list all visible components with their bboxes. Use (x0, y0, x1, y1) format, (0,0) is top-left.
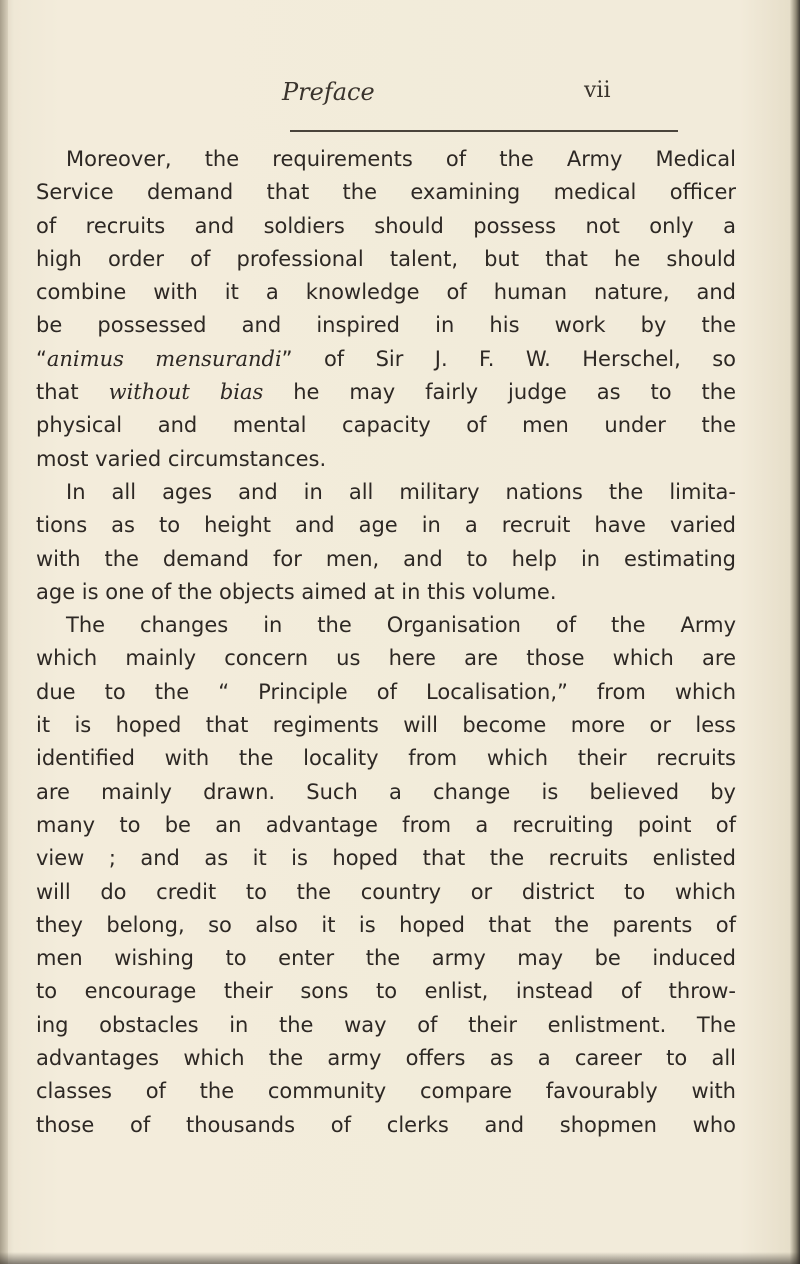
text-line: to encourage their sons to enlist, instead of throw- (36, 979, 736, 1004)
text-line: of recruits and soldiers should possess not only a (36, 213, 736, 238)
text-line: will do credit to the country or district to which (36, 879, 736, 904)
text-line: view ; and as it is hoped that the recruits enlisted (36, 846, 736, 871)
text-line: ing obstacles in the way of their enlistment. The (36, 1012, 736, 1037)
page-edge-shadow (790, 0, 800, 1264)
text-line (36, 376, 736, 409)
page-gutter-shadow (0, 0, 8, 1264)
text-line: high order of professional talent, but that he should (36, 246, 736, 271)
text-line: identified with the locality from which their recruits (36, 746, 736, 771)
text-line: are mainly drawn. Such a change is believed by (36, 779, 736, 804)
text-line: The changes in the Organisation of the Army (66, 613, 736, 638)
text-line: they belong, so also it is hoped that the parents of (36, 912, 736, 937)
text-line: age is one of the objects aimed at in this volume. (36, 579, 557, 604)
text-line: be possessed and inspired in his work by the (36, 313, 736, 338)
header-rule (290, 130, 678, 132)
text-line: due to the “ Principle of Localisation,” from which (36, 679, 736, 704)
text-line: Service demand that the examining medical officer (36, 180, 736, 205)
text-line: with the demand for men, and to help in estimating (36, 546, 736, 571)
text-line: it is hoped that regiments will become more or less (36, 713, 736, 738)
line-pre: that (36, 380, 109, 405)
body-text (36, 143, 736, 1142)
line-rest: of Sir J. F. W. Herschel, so (292, 346, 736, 371)
text-line: those of thousands of clerks and shopmen who (36, 1112, 736, 1137)
text-line: Moreover, the requirements of the Army Medical (66, 147, 736, 171)
bottom-edge-shadow (0, 1252, 800, 1264)
text-line: which mainly concern us here are those which are (36, 646, 736, 671)
quote-close: ” (281, 346, 293, 371)
quote-open: “ (36, 346, 47, 371)
text-line: In all ages and in all military nations the limita- (66, 479, 736, 504)
text-line: many to be an advantage from a recruiting point of (36, 812, 736, 837)
text-line: advantages which the army offers as a career to all (36, 1046, 736, 1071)
running-head (0, 78, 800, 108)
text-line: combine with it a knowledge of human nature, and (36, 280, 736, 305)
page-number: vii (584, 78, 611, 103)
text-line: men wishing to enter the army may be induced (36, 946, 736, 971)
italic-phrase: animus mensurandi (46, 346, 282, 371)
line-rest: he may fairly judge as to the (263, 380, 736, 405)
running-title: Preface (282, 78, 375, 106)
text-line (36, 343, 736, 376)
text-line: physical and mental capacity of men under the (36, 413, 736, 438)
italic-phrase: without bias (108, 380, 264, 405)
text-line: most varied circumstances. (36, 446, 327, 471)
text-line: tions as to height and age in a recruit have varied (36, 513, 736, 538)
text-line: classes of the community compare favourably with (36, 1079, 736, 1104)
